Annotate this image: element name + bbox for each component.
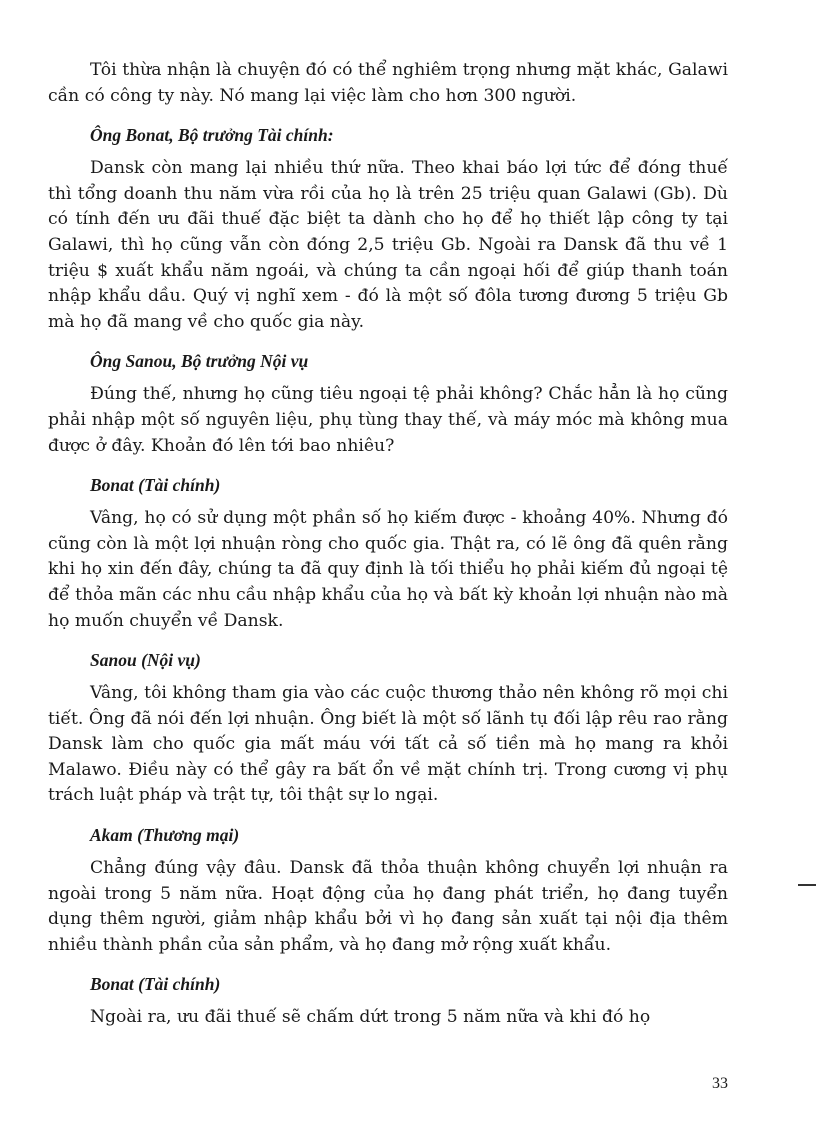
- page-number: 33: [712, 1075, 728, 1092]
- paragraph: Tôi thừa nhận là chuyện đó có thể nghiêm trọng nhưng mặt khác, Galawi cần có công ty này. Nó mang lại việc làm cho hơn 300 người.: [48, 60, 728, 106]
- speaker-heading: Bonat (Tài chính): [90, 974, 221, 995]
- paragraph: Ngoài ra, ưu đãi thuế sẽ chấm dứt trong 5 năm nữa và khi đó họ: [90, 1007, 651, 1028]
- speaker-heading: Ông Sanou, Bộ trưởng Nội vụ: [90, 351, 309, 372]
- paragraph: Đúng thế, nhưng họ cũng tiêu ngoại tệ phải không? Chắc hẳn là họ cũng phải nhập một số nguyên liệu, phụ tùng thay thế, và máy móc mà không mua được ở đây. Khoản đó lên tới bao nhiêu?: [48, 384, 728, 456]
- paragraph: Vâng, tôi không tham gia vào các cuộc thương thảo nên không rõ mọi chi tiết. Ông đã nói đến lợi nhuận. Ông biết là một số lãnh tụ đối lập rêu rao rằng Dansk làm cho quốc gia mất máu với tất cả số tiền mà họ mang ra khỏi Malawo. Điều này có thể gây ra bất ổn về mặt chính trị. Trong cương vị phụ trách luật pháp và trật tự, tôi thật sự lo ngại.: [48, 683, 728, 806]
- speaker-heading: Bonat (Tài chính): [90, 475, 221, 496]
- margin-dash: [798, 884, 816, 886]
- paragraph: Vâng, họ có sử dụng một phần số họ kiếm được - khoảng 40%. Nhưng đó cũng còn là một lợi nhuận ròng cho quốc gia. Thật ra, có lẽ ông đã quên rằng khi họ xin đến đây, chúng ta đã quy định là tối thiểu họ phải kiếm đủ ngoại tệ để thỏa mãn các nhu cầu nhập khẩu của họ và bất kỳ khoản lợi nhuận nào mà họ muốn chuyển về Dansk.: [48, 508, 728, 631]
- paragraph: Dansk còn mang lại nhiều thứ nữa. Theo khai báo lợi tức để đóng thuế thì tổng doanh thu năm vừa rồi của họ là trên 25 triệu quan Galawi (Gb). Dù có tính đến ưu đãi thuế đặc biệt ta dành cho họ để họ thiết lập công ty tại Galawi, thì họ cũng vẫn còn đóng 2,5 triệu Gb. Ngoài ra Dansk đã thu về 1 triệu $ xuất khẩu năm ngoái, và chúng ta cần ngoại hối để giúp thanh toán nhập khẩu dầu. Quý vị nghĩ xem - đó là một số đôla tương đương 5 triệu Gb mà họ đã mang về cho quốc gia này.: [48, 158, 728, 332]
- speaker-heading: Ông Bonat, Bộ trưởng Tài chính:: [90, 125, 334, 146]
- paragraph: Chẳng đúng vậy đâu. Dansk đã thỏa thuận không chuyển lợi nhuận ra ngoài trong 5 năm nữa. Hoạt động của họ đang phát triển, họ đang tuyển dụng thêm người, giảm nhập khẩu bởi vì họ đang sản xuất tại nội địa thêm nhiều thành phần của sản phẩm, và họ đang mở rộng xuất khẩu.: [48, 858, 728, 955]
- page-body: [48, 58, 728, 1031]
- speaker-heading: Sanou (Nội vụ): [90, 650, 201, 671]
- speaker-heading: Akam (Thương mại): [90, 825, 240, 846]
